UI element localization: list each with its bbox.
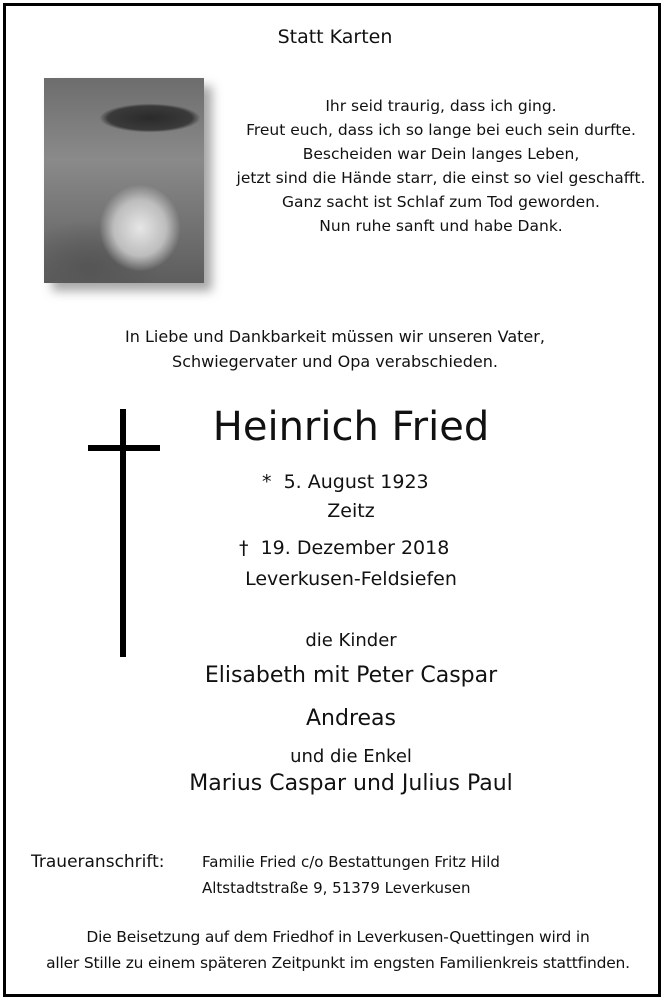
death-date: 19. Dezember 2018 xyxy=(260,537,450,559)
address-line-2: Altstadtstraße 9, 51379 Leverkusen xyxy=(202,879,471,897)
header-statt-karten: Statt Karten xyxy=(277,26,393,48)
death-place: Leverkusen-Feldsiefen xyxy=(245,568,457,590)
death-line xyxy=(239,537,449,559)
grandchildren-label: und die Enkel xyxy=(290,746,412,767)
poem xyxy=(231,94,651,238)
deceased-name: Heinrich Fried xyxy=(212,404,490,450)
poem-line: Bescheiden war Dein langes Leben, xyxy=(302,145,580,163)
burial-notice xyxy=(6,924,664,976)
poem-line: Freut euch, dass ich so lange bei euch sein durfte. xyxy=(246,121,636,139)
birth-line xyxy=(262,471,429,493)
poem-line: Nun ruhe sanft und habe Dank. xyxy=(319,217,563,235)
birth-place: Zeitz xyxy=(327,500,375,522)
death-dagger-icon: † xyxy=(239,537,249,559)
grandchildren-names: Marius Caspar und Julius Paul xyxy=(189,771,513,796)
intro-line: Schwiegervater und Opa verabschieden. xyxy=(172,352,498,371)
children-line-1: Elisabeth mit Peter Caspar xyxy=(204,663,498,688)
burial-notice-line: Die Beisetzung auf dem Friedhof in Leverkusen-Quettingen wird in xyxy=(86,928,590,946)
poem-line: Ganz sacht ist Schlaf zum Tod geworden. xyxy=(282,193,600,211)
address-line-1: Familie Fried c/o Bestattungen Fritz Hild xyxy=(202,853,500,871)
intro-line: In Liebe und Dankbarkeit müssen wir unseren Vater, xyxy=(125,327,545,346)
address-label: Traueranschrift: xyxy=(31,852,165,872)
children-line-2: Andreas xyxy=(306,706,396,731)
birth-star-icon: * xyxy=(262,471,272,493)
portrait-photo xyxy=(44,78,204,283)
children-label: die Kinder xyxy=(305,630,397,651)
intro-text xyxy=(6,324,664,374)
burial-notice-line: aller Stille zu einem späteren Zeitpunkt im engsten Familienkreis stattfinden. xyxy=(46,954,630,972)
poem-line: jetzt sind die Hände starr, die einst so viel geschafft. xyxy=(236,169,646,187)
obituary-frame xyxy=(3,3,661,997)
birth-date: 5. August 1923 xyxy=(283,471,429,493)
poem-line: Ihr seid traurig, dass ich ging. xyxy=(325,97,557,115)
